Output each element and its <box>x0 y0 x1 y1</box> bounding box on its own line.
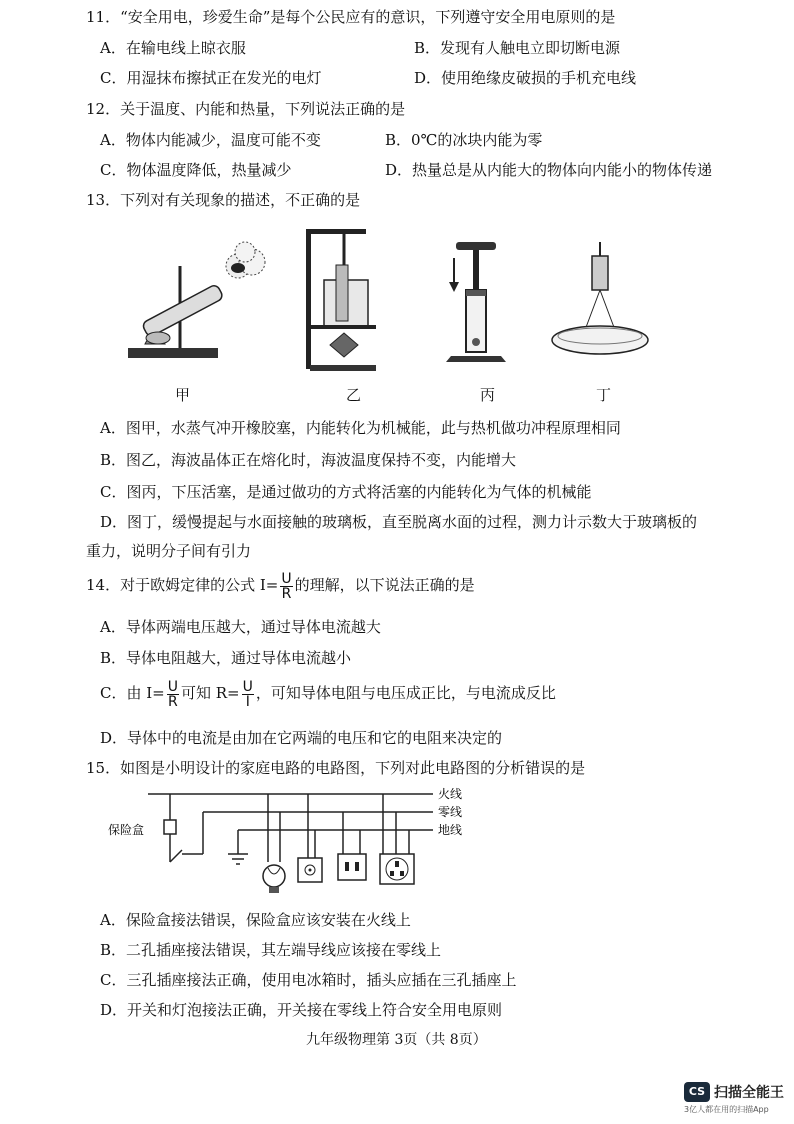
q14-c-prefix: C．由 I= <box>100 684 165 702</box>
q11-option-c: C．用湿抹布擦拭正在发光的电灯 <box>100 69 322 87</box>
q11-option-a: A．在输电线上晾衣服 <box>100 39 246 57</box>
q14-option-b: B．导体电阻越大，通过导体电流越小 <box>100 649 352 667</box>
q14-formula-fraction <box>280 572 292 601</box>
q13-option-d-continued: 重力，说明分子间有引力 <box>86 542 252 560</box>
fraction-numerator: U <box>242 678 253 695</box>
lamp-bulb-icon <box>263 865 285 887</box>
q11-option-d: D．使用绝缘皮破损的手机充电线 <box>414 69 637 87</box>
label-ground: 地线 <box>438 823 463 837</box>
label-neutral: 零线 <box>438 805 463 819</box>
page-footer: 九年级物理第 3页（共 8页） <box>306 1032 487 1048</box>
q14-stem <box>86 568 475 602</box>
q12-option-d: D．热量总是从内能大的物体向内能小的物体传递 <box>385 161 713 179</box>
q15-option-a: A．保险盒接法错误，保险盒应该安装在火线上 <box>100 911 411 929</box>
fraction-numerator: U <box>167 678 178 695</box>
q14-option-c <box>100 676 556 710</box>
fraction-denominator: I <box>245 693 250 710</box>
q14-c-suffix: ，可知导体电阻与电压成正比，与电流成反比 <box>255 684 556 702</box>
figure-yi-melting <box>300 225 380 375</box>
camscanner-logo: CS <box>684 1082 710 1102</box>
caption-jia: 甲 <box>175 386 191 404</box>
q12-option-b: B．0℃的冰块内能为零 <box>385 131 543 149</box>
q11-option-b: B．发现有人触电立即切断电源 <box>414 39 621 57</box>
q14-c-fraction-2 <box>242 680 254 709</box>
q14-stem-suffix: 的理解，以下说法正确的是 <box>294 576 475 594</box>
fraction-denominator: R <box>281 585 292 602</box>
q11-stem: 11．“安全用电，珍爱生命”是每个公民应有的意识，下列遵守安全用电原则的是 <box>86 8 616 26</box>
q12-option-a: A．物体内能减少，温度可能不变 <box>100 131 321 149</box>
label-live: 火线 <box>438 787 463 801</box>
household-circuit-diagram <box>108 784 478 900</box>
q12-stem: 12．关于温度、内能和热量，下列说法正确的是 <box>86 100 406 118</box>
two-hole-socket-icon <box>338 854 366 880</box>
q14-c-fraction-1 <box>167 680 179 709</box>
fraction-denominator: R <box>168 693 178 710</box>
q13-stem: 13．下列对有关现象的描述，不正确的是 <box>86 191 361 209</box>
q13-option-b: B．图乙，海波晶体正在熔化时，海波温度保持不变，内能增大 <box>100 451 517 469</box>
q14-option-a: A．导体两端电压越大，通过导体电流越大 <box>100 618 381 636</box>
camscanner-name: 扫描全能王 <box>714 1085 784 1101</box>
q15-option-d: D．开关和灯泡接法正确，开关接在零线上符合安全用电原则 <box>100 1001 503 1019</box>
q13-option-c: C．图丙，下压活塞，是通过做功的方式将活塞的内能转化为气体的机械能 <box>100 483 592 501</box>
q14-option-d: D．导体中的电流是由加在它两端的电压和它的电阻来决定的 <box>100 729 503 747</box>
q13-option-d: D．图丁，缓慢提起与水面接触的玻璃板，直至脱离水面的过程，测力计示数大于玻璃板的 <box>100 513 698 531</box>
camscanner-tagline: 3亿人都在用的扫描App <box>684 1105 769 1114</box>
q14-stem-prefix: 14．对于欧姆定律的公式 I= <box>86 576 279 594</box>
switch-symbol <box>170 850 182 862</box>
q15-stem: 15．如图是小明设计的家庭电路的电路图，下列对此电路图的分析错误的是 <box>86 759 586 777</box>
fraction-numerator: U <box>281 570 292 587</box>
caption-ding: 丁 <box>596 386 612 404</box>
q15-option-c: C．三孔插座接法正确，使用电冰箱时，插头应插在三孔插座上 <box>100 971 517 989</box>
q15-option-b: B．二孔插座接法错误，其左端导线应该接在零线上 <box>100 941 442 959</box>
label-fuse-box: 保险盒 <box>108 823 145 837</box>
fuse-box-symbol <box>164 820 176 834</box>
figure-ding-glass-plate <box>545 240 655 370</box>
q13-option-a: A．图甲，水蒸气冲开橡胶塞，内能转化为机械能，此与热机做功冲程原理相同 <box>100 419 621 437</box>
q12-option-c: C．物体温度降低，热量减少 <box>100 161 292 179</box>
figure-jia-steam-tube <box>120 236 270 366</box>
caption-bing: 丙 <box>480 386 496 404</box>
caption-yi: 乙 <box>346 386 362 404</box>
figure-bing-piston <box>446 238 516 368</box>
q14-c-middle: 可知 R= <box>181 684 240 702</box>
